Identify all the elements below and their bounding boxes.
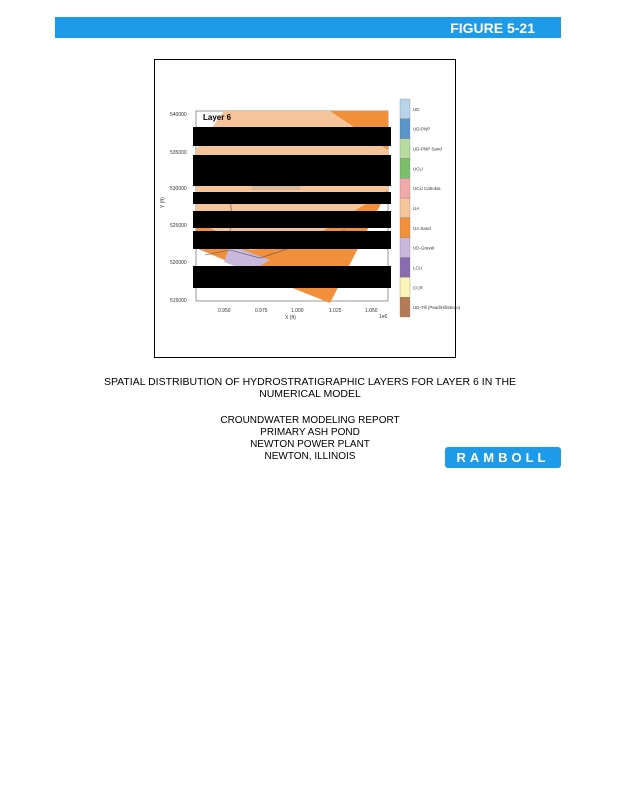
y-tick-label: 540000 — [170, 112, 187, 118]
y-tick-label: 520000 — [170, 260, 187, 266]
y-tick-label: 535000 — [170, 150, 187, 156]
x-tick-labels — [218, 308, 388, 320]
logo-text: RAMBOLL — [456, 450, 550, 465]
legend-label: LCU — [413, 265, 423, 271]
legend-label: UD-PNP Sand — [413, 146, 442, 152]
figure-label: FIGURE 5-21 — [450, 20, 535, 36]
legend-label: UD-Till (Pearl/Hillsboro) — [413, 305, 461, 311]
x-tick-label: 0.950 — [218, 308, 231, 314]
legend-label: UD-PNP — [413, 126, 431, 132]
legend-swatch — [400, 277, 410, 297]
report-title: CROUNDWATER MODELING REPORT — [220, 415, 400, 426]
legend-swatch — [400, 158, 410, 178]
legend-label: UD — [413, 106, 420, 112]
report-location: NEWTON, ILLINOIS — [264, 451, 356, 462]
legend-label: UD-Gravel — [413, 245, 435, 251]
y-tick-label: 515000 — [170, 298, 187, 304]
x-tick-label: 0.975 — [255, 308, 268, 314]
y-tick-labels — [170, 112, 187, 304]
legend-label: UA — [413, 206, 420, 211]
y-tick-label: 525000 — [170, 223, 187, 229]
legend-swatch — [400, 99, 410, 119]
legend-swatch — [400, 258, 410, 278]
y-axis-label: Y (ft) — [160, 197, 166, 208]
legend-label: UCU Cahokia — [413, 186, 441, 192]
legend-swatch — [400, 238, 410, 258]
x-tick-label: 1.000 — [291, 308, 304, 314]
legend-swatch — [400, 119, 410, 139]
x-axis-label: X (ft) — [285, 315, 296, 321]
legend-label: CCR — [413, 285, 423, 291]
report-block — [160, 415, 460, 463]
legend-swatch — [400, 198, 410, 218]
legend-swatch — [400, 139, 410, 159]
layer-legend — [400, 99, 461, 317]
report-site: PRIMARY ASH POND — [260, 427, 360, 438]
figure-caption — [80, 376, 540, 400]
report-plant: NEWTON POWER PLANT — [250, 439, 370, 450]
x-tick-label: 1.025 — [329, 308, 342, 314]
legend-swatch — [400, 297, 410, 317]
caption-line: SPATIAL DISTRIBUTION OF HYDROSTRATIGRAPHIC LAYERS FOR LAYER 6 IN THE — [103, 376, 517, 388]
x-tick-label: 1.050 — [365, 308, 378, 314]
ramboll-logo — [445, 447, 561, 468]
y-tick-label: 530000 — [170, 186, 187, 192]
legend-label: UA Sand — [413, 225, 431, 231]
panel-label: Layer 6 — [203, 113, 232, 122]
x-tick-label: 1e6 — [379, 314, 388, 320]
caption-line: NUMERICAL MODEL — [259, 388, 361, 400]
legend-label: UCU — [413, 166, 423, 172]
legend-swatch — [400, 178, 410, 198]
legend-swatch — [400, 218, 410, 238]
